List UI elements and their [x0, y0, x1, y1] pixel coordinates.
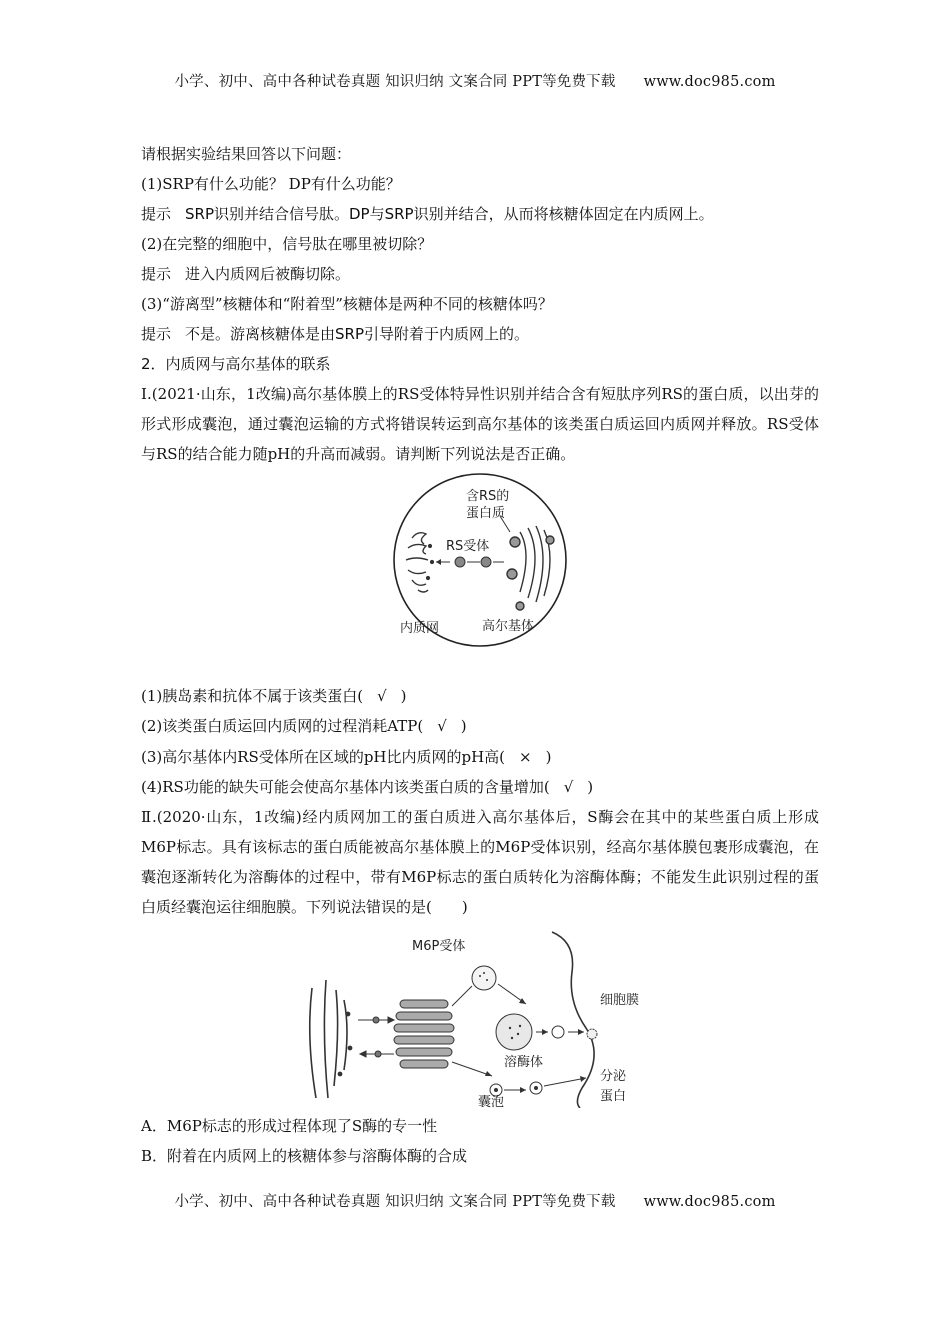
label-secretory-line1: 分泌: [600, 1069, 627, 1084]
judgement-item: [141, 686, 821, 706]
page-footer: [0, 1190, 950, 1211]
judgement-close: ): [545, 748, 552, 766]
judgement-item: [141, 777, 821, 797]
label-er: 内质网: [400, 621, 440, 636]
judgement-item: [141, 716, 821, 736]
tip-label: 提示: [141, 325, 172, 343]
option-b: B．附着在内质网上的核糖体参与溶酶体酶的合成: [141, 1147, 468, 1165]
part-1-paragraph: Ⅰ.(2021·山东，1改编)高尔基体膜上的RS受体特异性识别并结合含有短肽序列RS的蛋白质，以出芽的形式形成囊泡，通过囊泡运输的方式将错误转运到高尔基体的该类蛋白质运回内质网并释放。RS受体与RS的结合能力随pH的升高而减弱。请判断下列说法是否正确。: [141, 385, 819, 463]
label-rs-receptor: RS受体: [446, 539, 490, 554]
section-2-title: 2．内质网与高尔基体的联系: [141, 355, 331, 373]
header-url[interactable]: www.doc985.com: [643, 74, 776, 90]
exocytosis-vesicle-icon: [587, 1029, 597, 1039]
tip-label: 提示: [141, 265, 172, 283]
header-text: 小学、初中、高中各种试卷真题 知识归纳 文案合同 PPT等免费下载: [174, 74, 616, 90]
option-a: A．M6P标志的形成过程体现了S酶的专一性: [141, 1117, 438, 1135]
judgement-mark: √: [377, 687, 387, 705]
question-3: (3)“游离型”核糖体和“附着型”核糖体是两种不同的核糖体吗？: [141, 295, 553, 313]
label-cell-membrane: 细胞膜: [600, 993, 640, 1008]
intro-text: 请根据实验结果回答以下问题：: [141, 145, 352, 163]
part-2-paragraph: Ⅱ.(2020·山东，1改编)经内质网加工的蛋白质进入高尔基体后，S酶会在其中的某些蛋白质上形成M6P标志。具有该标志的蛋白质能被高尔基体膜上的M6P受体识别，经高尔基体膜包裹形成囊泡，在囊泡逐渐转化为溶酶体的过程中，带有M6P标志的蛋白质转化为溶酶体酶；不能发生此识别过程的蛋白质经囊泡运往细胞膜。下列说法错误的是( ): [141, 808, 819, 916]
m6p-vesicle-icon: [452, 966, 526, 1006]
judgement-close: ): [460, 717, 467, 735]
judgement-close: ): [400, 687, 407, 705]
label-secretory-line2: 蛋白: [600, 1089, 627, 1104]
label-rs-protein-line2: 蛋白质: [466, 506, 506, 521]
judgement-text: (3)高尔基体内RS受体所在区域的pH比内质网的pH高(: [141, 748, 506, 766]
er-icon: [310, 980, 352, 1098]
answer-3: [141, 324, 821, 344]
judgement-mark: ×: [519, 748, 532, 766]
er-icon: [406, 533, 433, 592]
judgement-text: (2)该类蛋白质运回内质网的过程消耗ATP(: [141, 717, 424, 735]
transport-arrows: [358, 1017, 394, 1057]
footer-text: 小学、初中、高中各种试卷真题 知识归纳 文案合同 PPT等免费下载: [174, 1194, 616, 1210]
label-golgi: 高尔基体: [482, 619, 535, 634]
judgement-close: ): [587, 778, 594, 796]
question-1: (1)SRP有什么功能？ DP有什么功能？: [141, 175, 401, 193]
footer-url[interactable]: www.doc985.com: [643, 1194, 776, 1210]
answer-2-text: 进入内质网后被酶切除。: [185, 265, 351, 283]
label-m6p-receptor: M6P受体: [412, 939, 466, 954]
label-vesicle: 囊泡: [478, 1095, 505, 1108]
label-lysosome: 溶酶体: [504, 1055, 544, 1070]
answer-1: [141, 204, 821, 224]
figure-er-golgi: [370, 470, 590, 650]
judgement-mark: √: [437, 717, 447, 735]
judgement-text: (4)RS功能的缺失可能会使高尔基体内该类蛋白质的含量增加(: [141, 778, 550, 796]
question-2: (2)在完整的细胞中，信号肽在哪里被切除？: [141, 235, 433, 253]
page-header: [0, 70, 950, 91]
vesicle-icons: [436, 557, 504, 567]
figure-m6p-pathway: [300, 928, 660, 1108]
answer-2: [141, 264, 821, 284]
judgement-mark: √: [563, 778, 574, 796]
answer-1-text: SRP识别并结合信号肽。DP与SRP识别并结合，从而将核糖体固定在内质网上。: [185, 205, 714, 223]
lysosome-icon: [496, 1014, 584, 1050]
answer-3-text: 不是。游离核糖体是由SRP引导附着于内质网上的。: [185, 325, 530, 343]
golgi-icon: [507, 526, 554, 610]
judgement-text: (1)胰岛素和抗体不属于该类蛋白(: [141, 687, 364, 705]
cell-membrane-icon: [552, 932, 594, 1108]
tip-label: 提示: [141, 205, 172, 223]
golgi-icon: [394, 1000, 454, 1068]
judgement-item: [141, 747, 821, 767]
label-rs-protein-line1: 含RS的: [466, 489, 510, 504]
